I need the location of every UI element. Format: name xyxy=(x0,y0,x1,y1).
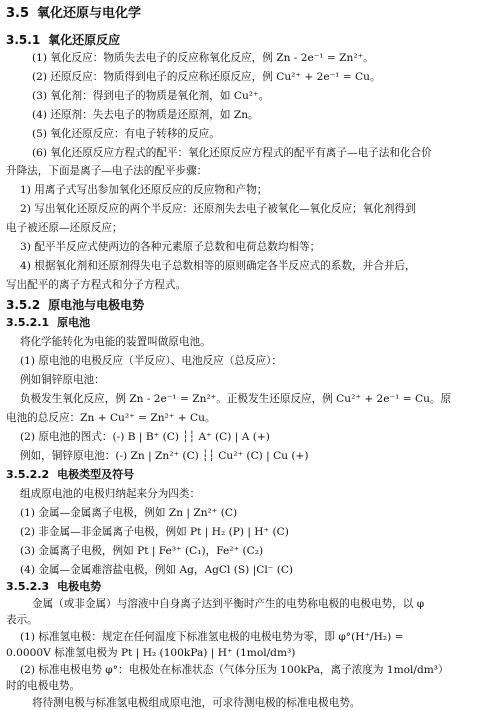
paragraph-line: 金属（或非金属）与溶液中自身离子达到平衡时产生的电势称电极的电极电势，以 φ xyxy=(32,598,425,610)
paragraph-line: (2) 原电池的图式：(-) B | B⁺ (C) ┆┆ A⁺ (C) | A (+) xyxy=(20,431,270,443)
paragraph-line: 3) 配平半反应式使两边的各种元素原子总数和电荷总数均相等； xyxy=(20,241,321,253)
paragraph-line: (1) 标准氢电极：规定在任何温度下标准氢电极的电极电势为零，即 φ°(H⁺/H₂) = xyxy=(20,631,404,643)
paragraph-line: 例如铜锌原电池： xyxy=(20,374,105,386)
paragraph-line: (2) 非金属—非金属离子电极，例如 Pt | H₂ (P) | H⁺ (C) xyxy=(20,526,289,538)
paragraph-line: 电池的总反应：Zn + Cu²⁺ = Zn²⁺ + Cu。 xyxy=(6,412,216,424)
subsection-title: 原电池与电极电势 xyxy=(48,298,145,312)
paragraph-line: (4) 金属—金属难溶盐电极，例如 Ag，AgCl (S) |Cl⁻ (C) xyxy=(20,564,294,576)
paragraph-line: 电子被还原—还原反应； xyxy=(6,222,123,234)
subsection-title: 氧化还原反应 xyxy=(48,33,121,47)
subsubsection-heading-3-5-2-3 xyxy=(6,580,483,594)
subsubsection-number: 3.5.2.2 xyxy=(6,468,50,481)
paragraph-line: (6) 氧化还原反应方程式的配平：氧化还原反应方程式的配平有离子—电子法和化合价 xyxy=(32,147,432,159)
paragraph-line: 0.0000V 标准氢电极为 Pt | H₂ (100kPa) | H⁺ (1mol/dm³) xyxy=(6,647,296,659)
paragraph-line: (3) 金属离子电极，例如 Pt | Fe³⁺ (C₁)，Fe²⁺ (C₂) xyxy=(20,545,264,557)
paragraph-line: (5) 氧化还原反应：有电子转移的反应。 xyxy=(32,128,220,140)
paragraph-line: (4) 还原剂：失去电子的物质是还原剂，如 Zn。 xyxy=(32,109,259,121)
section-title: 氧化还原与电化学 xyxy=(37,6,142,21)
subsection-heading-3-5-1 xyxy=(6,33,483,48)
paragraph-line: 表示。 xyxy=(6,614,38,626)
subsubsection-heading-3-5-2-2 xyxy=(6,468,483,482)
paragraph-line: (1) 原电池的电极反应（半反应）、电池反应（总反应）： xyxy=(20,355,283,367)
paragraph-line-overflow: 将待测电极与标准氢电极组成原电池，可求待测电极的标准电极电势。 xyxy=(32,697,361,709)
paragraph-line: (1) 氧化反应：物质失去电子的反应称氧化反应，例 Zn - 2e⁻¹ = Zn²⁺。 xyxy=(32,52,374,64)
subsubsection-number: 3.5.2.1 xyxy=(6,316,50,329)
paragraph-line: 将化学能转化为电能的装置叫做原电池。 xyxy=(20,336,211,348)
paragraph-line: (2) 标准电极电势 φ°：电极处在标准状态（气体分压为 100kPa，离子浓度为 1mol/dm³） xyxy=(20,664,449,676)
paragraph-line: (1) 金属—金属离子电极，例如 Zn | Zn²⁺ (C) xyxy=(20,507,238,519)
paragraph-line: 例如，铜锌原电池：(-) Zn | Zn²⁺ (C) ┆┆ Cu²⁺ (C) | Cu (+) xyxy=(20,450,309,462)
paragraph-line: 负极发生氧化反应，例 Zn - 2e⁻¹ = Zn²⁺。正极发生还原反应，例 Cu²⁺ + 2e⁻¹ = Cu。原 xyxy=(20,393,452,405)
subsubsection-title: 电极类型及符号 xyxy=(57,468,135,481)
subsection-heading-3-5-2 xyxy=(6,298,483,313)
paragraph-line: 写出配平的离子方程式和分子方程式。 xyxy=(6,279,187,291)
paragraph-line: 升降法，下面是离子—电子法的配平步骤： xyxy=(6,165,208,177)
paragraph-line: 2) 写出氧化还原反应的两个半反应：还原剂失去电子被氧化—氧化反应；氧化剂得到 xyxy=(20,203,416,215)
section-heading xyxy=(6,6,483,22)
subsection-number: 3.5.2 xyxy=(6,298,41,312)
subsubsection-title: 电极电势 xyxy=(57,580,102,593)
paragraph-line: 组成原电池的电极归纳起来分为四类： xyxy=(20,488,201,500)
paragraph-line: 4) 根据氧化剂和还原剂得失电子总数相等的原则确定各半反应式的系数，并合并后， xyxy=(20,260,416,272)
paragraph-line: 1) 用离子式写出参加氧化还原反应的反应物和产物； xyxy=(20,184,268,196)
section-number: 3.5 xyxy=(6,6,30,21)
subsubsection-title: 原电池 xyxy=(57,316,91,329)
paragraph-line: 时的电极电势。 xyxy=(6,680,81,692)
paragraph-line: (3) 氧化剂：得到电子的物质是氧化剂，如 Cu²⁺。 xyxy=(32,90,270,102)
paragraph-line: (2) 还原反应：物质得到电子的反应称还原反应，例 Cu²⁺ + 2e⁻¹ = Cu。 xyxy=(32,71,381,83)
subsubsection-number: 3.5.2.3 xyxy=(6,580,50,593)
subsection-number: 3.5.1 xyxy=(6,33,41,47)
subsubsection-heading-3-5-2-1 xyxy=(6,316,483,330)
